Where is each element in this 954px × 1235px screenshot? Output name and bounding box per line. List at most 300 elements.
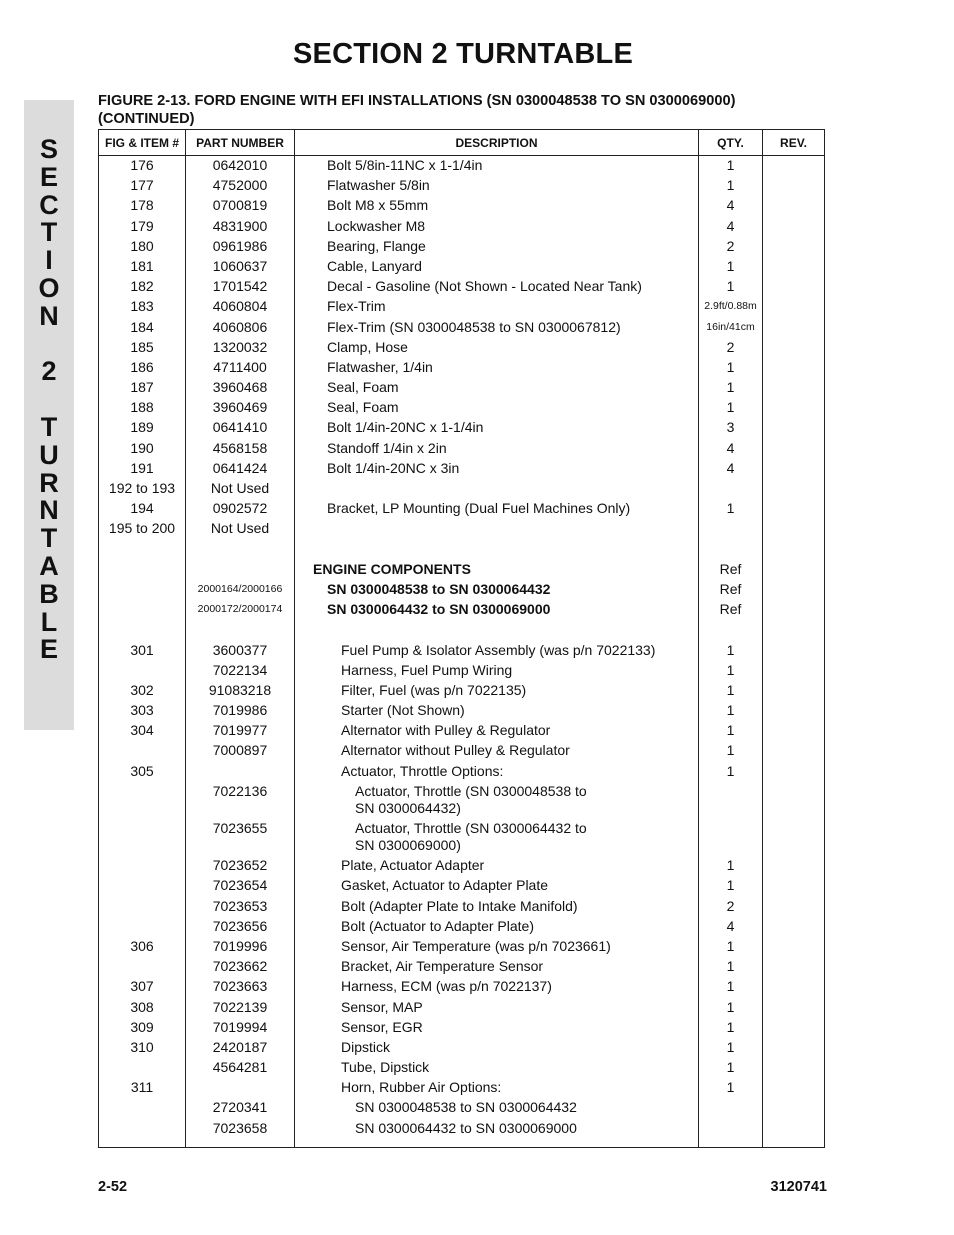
cell-part-number [186,559,295,579]
description-line: ENGINE COMPONENTS [313,560,471,577]
cell-rev [763,660,825,680]
cell-description [295,397,699,417]
cell-description [295,276,699,296]
cell-description [295,956,699,976]
cell-rev [763,438,825,458]
cell-part-number: 0961986 [186,236,295,256]
cell-description [295,175,699,195]
table-row [99,296,825,316]
cell-description [295,236,699,256]
description-line: Actuator, Throttle (SN 0300064432 to [355,820,587,836]
cell-qty: 1 [699,156,763,176]
table-row [99,397,825,417]
cell-rev [763,997,825,1017]
cell-fig-item: 305 [99,761,186,781]
cell-rev [763,498,825,518]
cell-qty [699,619,763,639]
cell-rev [763,619,825,639]
section-side-tab [24,100,74,730]
description-line: Flex-Trim [327,298,386,315]
cell-rev [763,740,825,760]
cell-fig-item: 194 [99,498,186,518]
cell-description [295,156,699,176]
figure-title [98,92,824,128]
cell-part-number: 2420187 [186,1037,295,1057]
table-row [99,720,825,740]
header-part-number: PART NUMBER [186,130,295,156]
table-row [99,1077,825,1097]
description-line: Flatwasher, 1/4in [327,358,433,375]
cell-part-number [186,539,295,559]
parts-table [98,129,825,1148]
cell-fig-item: 307 [99,976,186,996]
cell-fig-item: 309 [99,1017,186,1037]
table-row [99,498,825,518]
description-line: SN 0300064432 to SN 0300069000 [355,1119,577,1136]
table-row [99,518,825,538]
cell-fig-item: 181 [99,256,186,276]
header-description: DESCRIPTION [295,130,699,156]
cell-part-number: 4831900 [186,216,295,236]
cell-rev [763,640,825,660]
description-line: Standoff 1/4in x 2in [327,439,447,456]
cell-part-number: 0641424 [186,458,295,478]
cell-qty: 1 [699,680,763,700]
cell-rev [763,579,825,599]
description-line-continued: SN 0300064432) [355,799,461,816]
cell-qty [699,1118,763,1148]
cell-part-number: 4711400 [186,357,295,377]
cell-part-number: 4564281 [186,1057,295,1077]
cell-fig-item: 191 [99,458,186,478]
cell-description [295,216,699,236]
cell-qty [699,518,763,538]
cell-description [295,680,699,700]
cell-part-number [186,761,295,781]
cell-fig-item [99,855,186,875]
side-tab-letter: L [40,606,58,637]
cell-rev [763,956,825,976]
table-row [99,1037,825,1057]
cell-part-number: 3960468 [186,377,295,397]
cell-qty: 1 [699,875,763,895]
cell-qty: 2 [699,337,763,357]
cell-part-number: 7023652 [186,855,295,875]
description-line: Actuator, Throttle (SN 0300048538 to [355,782,587,799]
cell-fig-item: 308 [99,997,186,1017]
cell-rev [763,236,825,256]
cell-qty: 1 [699,1037,763,1057]
cell-description [295,357,699,377]
cell-fig-item: 304 [99,720,186,740]
cell-qty: Ref [699,599,763,619]
cell-fig-item: 311 [99,1077,186,1097]
cell-rev [763,397,825,417]
cell-description [295,896,699,916]
cell-fig-item [99,818,186,855]
side-tab-letter: B [39,578,59,609]
table-row [99,195,825,215]
side-tab-letter: T [40,217,58,248]
cell-rev [763,680,825,700]
cell-rev [763,518,825,538]
cell-rev [763,976,825,996]
cell-qty: 1 [699,276,763,296]
cell-description [295,936,699,956]
description-line: Bolt (Adapter Plate to Intake Manifold) [341,897,578,914]
cell-description [295,579,699,599]
cell-description [295,740,699,760]
cell-fig-item: 189 [99,417,186,437]
cell-part-number: 1060637 [186,256,295,276]
cell-rev [763,916,825,936]
cell-description [295,337,699,357]
cell-qty: 2 [699,896,763,916]
table-row [99,997,825,1017]
description-line: Bolt (Actuator to Adapter Plate) [341,917,534,934]
description-line: Flatwasher 5/8in [327,177,430,194]
table-row [99,1097,825,1117]
cell-qty [699,1097,763,1117]
table-row [99,1017,825,1037]
cell-rev [763,896,825,916]
cell-qty: Ref [699,579,763,599]
cell-rev [763,156,825,176]
cell-rev [763,195,825,215]
table-header-row [99,130,825,156]
cell-fig-item [99,539,186,559]
cell-fig-item: 306 [99,936,186,956]
table-row [99,317,825,337]
description-line: Decal - Gasoline (Not Shown - Located Near Tank) [327,278,642,295]
cell-part-number: 7023654 [186,875,295,895]
table-row [99,740,825,760]
cell-fig-item [99,781,186,818]
cell-description [295,781,699,818]
cell-rev [763,818,825,855]
cell-description [295,700,699,720]
cell-description [295,1017,699,1037]
description-line: Seal, Foam [327,399,399,416]
cell-qty: 4 [699,438,763,458]
cell-qty: 1 [699,997,763,1017]
cell-description [295,855,699,875]
cell-qty: 1 [699,720,763,740]
cell-part-number: 2720341 [186,1097,295,1117]
cell-rev [763,317,825,337]
cell-description [295,818,699,855]
cell-description [295,195,699,215]
cell-part-number: 7000897 [186,740,295,760]
cell-part-number: 2000172/2000174 [186,599,295,619]
cell-fig-item [99,1057,186,1077]
cell-rev [763,357,825,377]
description-line: Bearing, Flange [327,237,426,254]
side-tab-letter: O [38,272,60,303]
cell-part-number: 7022136 [186,781,295,818]
cell-rev [763,417,825,437]
table-row [99,936,825,956]
table-row [99,377,825,397]
cell-qty: 1 [699,1077,763,1097]
cell-qty: 1 [699,256,763,276]
description-line: Plate, Actuator Adapter [341,857,485,874]
cell-qty: 1 [699,761,763,781]
side-tab-letter: 2 [41,356,57,387]
cell-fig-item: 185 [99,337,186,357]
cell-part-number: 4060804 [186,296,295,316]
cell-part-number: 0902572 [186,498,295,518]
cell-part-number: 0641410 [186,417,295,437]
cell-fig-item: 178 [99,195,186,215]
figure-title-line1: FIGURE 2-13. FORD ENGINE WITH EFI INSTALLATIONS (SN 0300048538 TO SN 0300069000) [98,93,736,109]
description-line: Harness, Fuel Pump Wiring [341,661,513,678]
table-row [99,478,825,498]
side-tab-letter: T [40,523,58,554]
cell-rev [763,875,825,895]
cell-rev [763,761,825,781]
cell-description [295,1077,699,1097]
cell-part-number: 4752000 [186,175,295,195]
cell-part-number: 0642010 [186,156,295,176]
description-line: Bolt 1/4in-20NC x 3in [327,459,460,476]
cell-fig-item: 180 [99,236,186,256]
cell-rev [763,1017,825,1037]
cell-part-number: 1320032 [186,337,295,357]
table-row [99,438,825,458]
cell-qty: 1 [699,1057,763,1077]
cell-part-number: 3600377 [186,640,295,660]
cell-part-number [186,1077,295,1097]
cell-description [295,1037,699,1057]
side-tab-letter: N [39,495,59,526]
table-row [99,458,825,478]
table-row [99,1118,825,1148]
cell-part-number: 7023653 [186,896,295,916]
cell-description [295,377,699,397]
cell-fig-item [99,875,186,895]
cell-rev [763,216,825,236]
description-line: Bolt 1/4in-20NC x 1-1/4in [327,419,484,436]
side-tab-letter: T [40,411,58,442]
cell-fig-item [99,916,186,936]
cell-part-number: 7023658 [186,1118,295,1148]
cell-part-number: 7023655 [186,818,295,855]
cell-fig-item [99,660,186,680]
cell-fig-item [99,740,186,760]
description-line: Dipstick [341,1038,391,1055]
page-number: 2-52 [98,1179,128,1195]
cell-fig-item [99,1118,186,1148]
cell-rev [763,296,825,316]
cell-rev [763,1097,825,1117]
cell-description [295,1118,699,1148]
table-row [99,276,825,296]
cell-part-number: 4568158 [186,438,295,458]
table-row [99,1057,825,1077]
cell-rev [763,458,825,478]
parts-table-body [99,156,825,1148]
table-row [99,976,825,996]
cell-qty [699,478,763,498]
cell-rev [763,175,825,195]
document-number: 3120741 [770,1179,827,1195]
description-line: Sensor, Air Temperature (was p/n 7023661) [341,937,611,954]
description-line: Alternator with Pulley & Regulator [341,722,551,739]
side-tab-letter: A [39,550,59,581]
table-row [99,660,825,680]
cell-fig-item: 190 [99,438,186,458]
cell-fig-item [99,599,186,619]
cell-fig-item [99,559,186,579]
cell-part-number: 91083218 [186,680,295,700]
cell-qty: 1 [699,397,763,417]
figure-title-line2: (CONTINUED) [98,111,195,127]
cell-description [295,296,699,316]
cell-qty: 3 [699,417,763,437]
cell-description [295,761,699,781]
header-rev: REV. [763,130,825,156]
cell-part-number: 7019996 [186,936,295,956]
description-line: Gasket, Actuator to Adapter Plate [341,877,549,894]
description-line: Bolt 5/8in-11NC x 1-1/4in [327,157,483,173]
cell-fig-item: 183 [99,296,186,316]
page-title: SECTION 2 TURNTABLE [293,38,633,70]
cell-qty [699,818,763,855]
table-row [99,599,825,619]
cell-part-number: Not Used [186,518,295,538]
cell-fig-item: 176 [99,156,186,176]
header-qty: QTY. [699,130,763,156]
cell-part-number [186,619,295,639]
cell-rev [763,936,825,956]
table-row [99,417,825,437]
cell-rev [763,855,825,875]
description-line: SN 0300048538 to SN 0300064432 [355,1099,577,1116]
cell-part-number: 7022139 [186,997,295,1017]
cell-part-number: 7019977 [186,720,295,740]
cell-fig-item: 188 [99,397,186,417]
cell-qty: 1 [699,175,763,195]
cell-fig-item: 310 [99,1037,186,1057]
cell-rev [763,559,825,579]
cell-fig-item: 179 [99,216,186,236]
table-row [99,579,825,599]
side-tab-letter: E [39,634,58,665]
description-line: Alternator without Pulley & Regulator [341,742,570,759]
description-line: Flex-Trim (SN 0300048538 to SN 0300067812) [327,318,621,335]
cell-part-number: 0700819 [186,195,295,215]
cell-qty: 1 [699,498,763,518]
description-line: Actuator, Throttle Options: [341,762,504,779]
cell-description [295,518,699,538]
cell-part-number: 3960469 [186,397,295,417]
cell-description [295,619,699,639]
cell-rev [763,700,825,720]
description-line: SN 0300064432 to SN 0300069000 [327,601,551,618]
cell-description [295,916,699,936]
cell-qty: 16in/41cm [699,317,763,337]
table-row [99,337,825,357]
cell-rev [763,276,825,296]
cell-fig-item: 187 [99,377,186,397]
description-line: Bracket, Air Temperature Sensor [341,958,544,975]
cell-qty: 1 [699,956,763,976]
table-row [99,956,825,976]
cell-qty: 4 [699,916,763,936]
cell-description [295,458,699,478]
cell-rev [763,1057,825,1077]
cell-rev [763,599,825,619]
table-row [99,916,825,936]
table-row [99,357,825,377]
cell-fig-item [99,1097,186,1117]
description-line-continued: SN 0300069000) [355,837,461,853]
cell-fig-item: 184 [99,317,186,337]
table-row [99,640,825,660]
cell-qty: 1 [699,1017,763,1037]
table-row [99,875,825,895]
description-line: Seal, Foam [327,379,399,396]
cell-fig-item: 192 to 193 [99,478,186,498]
cell-rev [763,1037,825,1057]
cell-qty: 1 [699,855,763,875]
cell-description [295,438,699,458]
cell-qty: 2.9ft/0.88m [699,296,763,316]
table-row [99,781,825,818]
cell-qty [699,781,763,818]
description-line: Horn, Rubber Air Options: [341,1079,502,1096]
cell-description [295,875,699,895]
cell-description [295,660,699,680]
description-line: Tube, Dipstick [341,1059,430,1076]
side-tab-letter: N [39,300,59,331]
cell-description [295,1097,699,1117]
description-line: Harness, ECM (was p/n 7022137) [341,978,552,995]
description-line: Clamp, Hose [327,338,408,355]
cell-description [295,1057,699,1077]
cell-rev [763,1118,825,1148]
table-row [99,818,825,855]
cell-rev [763,478,825,498]
cell-fig-item: 182 [99,276,186,296]
description-line: Bracket, LP Mounting (Dual Fuel Machines Only) [327,500,631,517]
cell-description [295,256,699,276]
table-row [99,256,825,276]
cell-fig-item [99,579,186,599]
description-line: Fuel Pump & Isolator Assembly (was p/n 7022133) [341,641,656,658]
cell-rev [763,720,825,740]
description-line: SN 0300048538 to SN 0300064432 [327,580,551,597]
cell-part-number: 7023663 [186,976,295,996]
header-fig-item: FIG & ITEM # [99,130,186,156]
table-row [99,761,825,781]
cell-description [295,498,699,518]
cell-description [295,539,699,559]
cell-qty: 1 [699,660,763,680]
cell-qty: 2 [699,236,763,256]
cell-qty: 1 [699,377,763,397]
cell-part-number: Not Used [186,478,295,498]
cell-qty: 1 [699,936,763,956]
table-row [99,156,825,176]
description-line: Filter, Fuel (was p/n 7022135) [341,681,527,698]
side-tab-letter: S [39,134,58,164]
cell-qty: 1 [699,740,763,760]
cell-description [295,976,699,996]
cell-part-number: 2000164/2000166 [186,579,295,599]
cell-part-number: 4060806 [186,317,295,337]
